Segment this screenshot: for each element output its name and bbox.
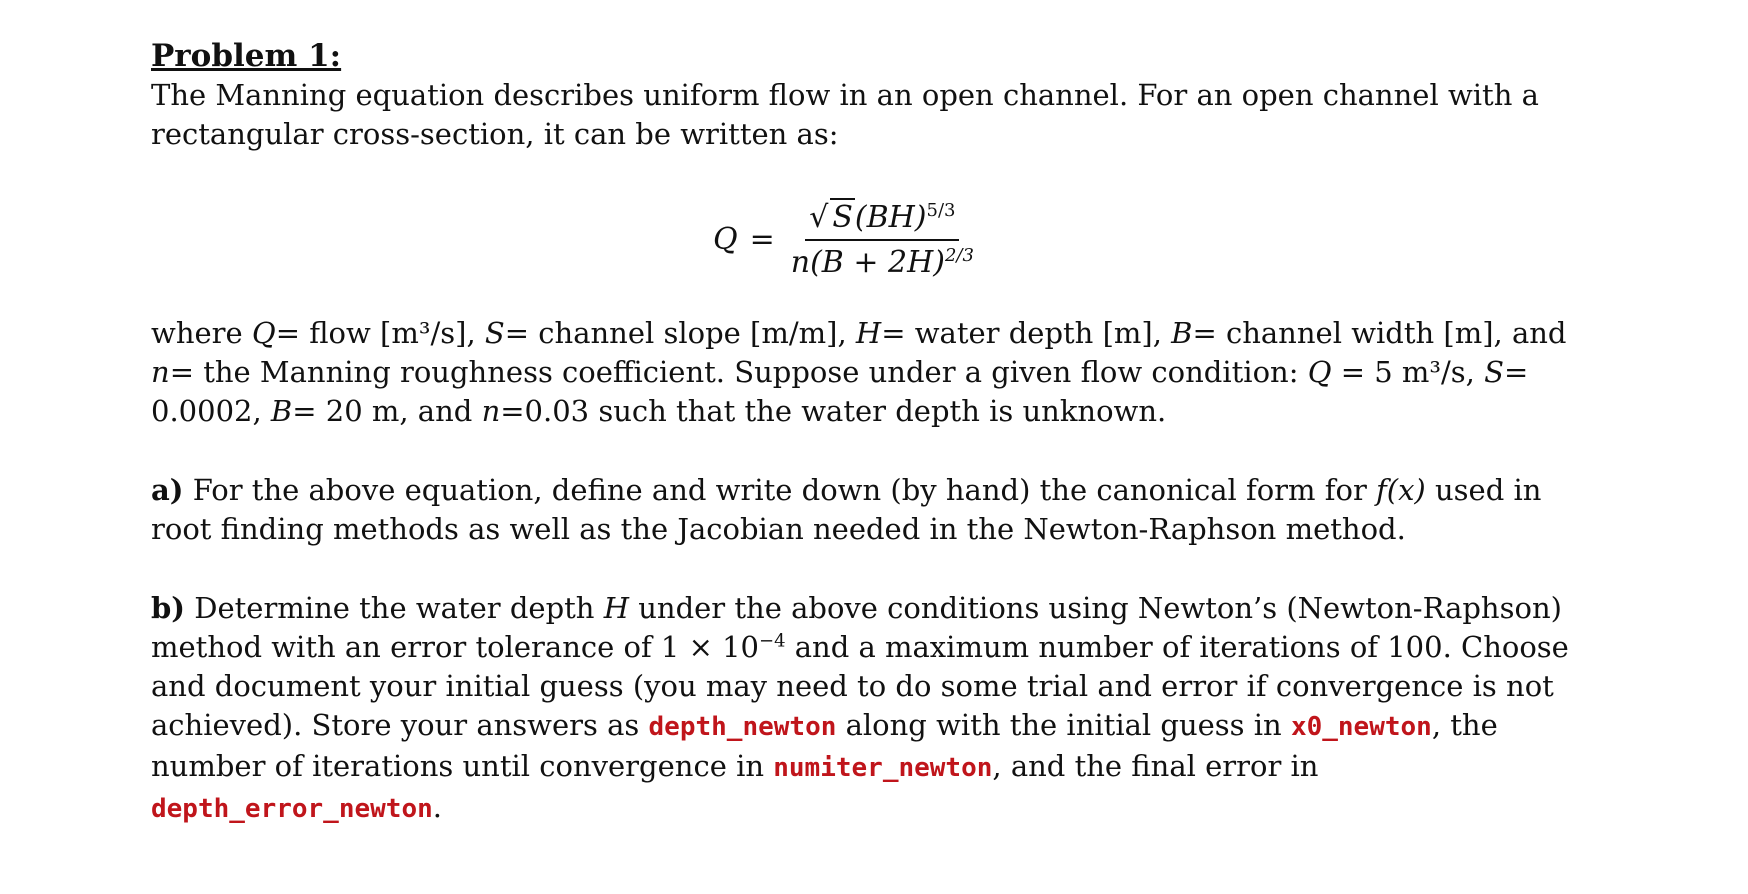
- part-a: [151, 471, 1601, 549]
- tolerance-exponent: −4: [759, 630, 786, 652]
- var-n: n: [151, 355, 170, 389]
- text-run: = channel slope [m/m],: [504, 316, 856, 350]
- text-run: along with the initial guess in: [836, 708, 1291, 742]
- code-depth-newton: depth_newton: [648, 712, 837, 742]
- equation-denominator: [787, 241, 978, 280]
- function-fx: f(x): [1376, 473, 1426, 507]
- text-run: Determine the water depth: [185, 591, 604, 625]
- var-s: S: [1484, 355, 1504, 389]
- text-run: where: [151, 316, 252, 350]
- variable-definitions: [151, 314, 1601, 431]
- text-run: .: [432, 790, 442, 824]
- part-b-label: b): [151, 591, 185, 625]
- equation-numerator-rest: (BH): [854, 200, 927, 235]
- code-depth-error-newton: depth_error_newton: [151, 794, 433, 824]
- var-n: n: [481, 394, 501, 428]
- var-q: Q: [251, 316, 276, 350]
- code-x0-newton: x0_newton: [1290, 712, 1432, 742]
- var-b: B: [270, 394, 293, 428]
- equation-denominator-exponent: 2/3: [944, 245, 974, 266]
- var-b: B: [1171, 316, 1193, 350]
- text-run: and a maximum number of iterations of 100. Choose and document your initial guess (you may need to do some trial and error if convergence is not achieved). Store your answers as: [151, 630, 1569, 742]
- var-s: S: [484, 316, 505, 350]
- equation-lhs: Q: [713, 221, 738, 257]
- manning-equation: [151, 154, 1601, 314]
- equation-fraction: [787, 198, 978, 280]
- text-run: For the above equation, define and write down (by hand) the canonical form for: [183, 473, 1377, 507]
- text-run: = flow [m³/s],: [275, 316, 485, 350]
- intro-paragraph: The Manning equation describes uniform flow in an open channel. For an open channel with a rectangular cross-section, it can be written as:: [151, 78, 1539, 151]
- part-b: [151, 589, 1601, 829]
- code-numiter-newton: numiter_newton: [773, 753, 993, 783]
- problem-title: Problem 1:: [151, 38, 342, 74]
- text-run: = water depth [m],: [881, 316, 1172, 350]
- equation-numerator: [805, 198, 959, 241]
- text-run: , the number of iterations until convergence in: [151, 708, 1498, 783]
- equation-equals: =: [749, 221, 775, 257]
- var-h: H: [855, 316, 882, 350]
- part-a-label: a): [151, 473, 184, 507]
- equation-slope-var: S: [832, 200, 853, 235]
- text-run: = channel width [m], and: [1192, 316, 1567, 350]
- text-run: = 0.0002,: [151, 355, 1529, 428]
- sqrt-symbol: √: [809, 200, 829, 235]
- equation-denominator-body: n(B + 2H): [790, 245, 945, 280]
- text-run: = the Manning roughness coefficient. Suppose under a given flow condition:: [169, 355, 1308, 389]
- text-run: used in root finding methods as well as the Jacobian needed in the Newton-Raphson method.: [151, 473, 1542, 546]
- var-q: Q: [1307, 355, 1332, 389]
- text-run: = 20 m, and: [292, 394, 482, 428]
- text-run: under the above conditions using Newton’s (Newton-Raphson) method with an error tolerance of 1 × 10: [151, 591, 1562, 664]
- problem-container: [151, 36, 1601, 829]
- text-run: =0.03 such that the water depth is unknown.: [500, 394, 1167, 428]
- text-run: = 5 m³/s,: [1331, 355, 1485, 389]
- var-h: H: [603, 591, 629, 625]
- equation-numerator-exponent: 5/3: [926, 200, 956, 221]
- text-run: , and the final error in: [992, 749, 1319, 783]
